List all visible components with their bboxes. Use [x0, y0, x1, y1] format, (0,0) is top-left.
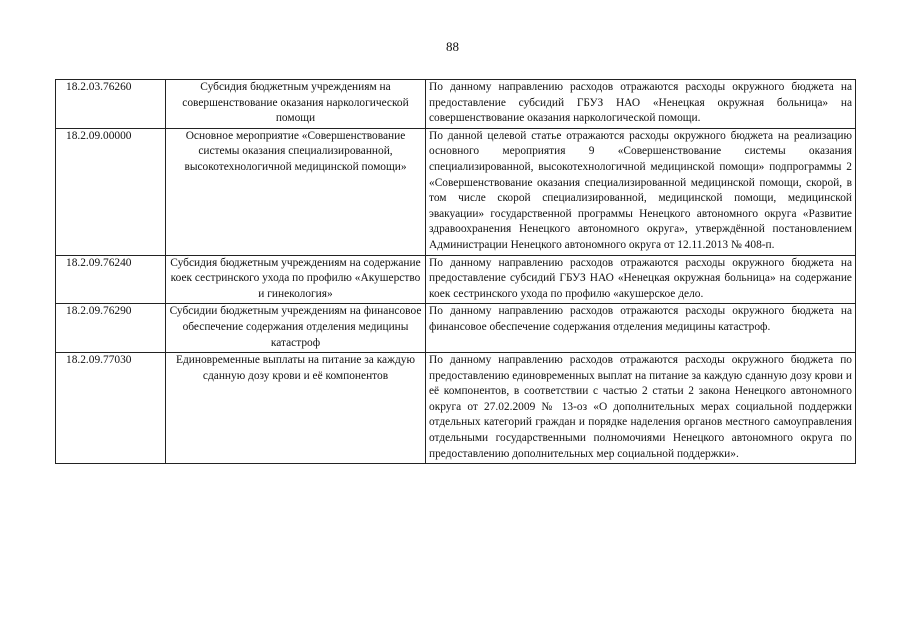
- table-row: [56, 304, 856, 353]
- table-row: [56, 80, 856, 129]
- target-article-name: Единовременные выплаты на питание за каждую сданную дозу крови и её компонентов: [166, 353, 426, 464]
- target-article-code: 18.2.09.76240: [56, 255, 166, 304]
- target-article-name: Основное мероприятие «Совершенствование системы оказания специализированной, высокотехнологичной медицинской помощи»: [166, 128, 426, 255]
- target-article-description: По данному направлению расходов отражаются расходы окружного бюджета на финансовое обеспечение содержания отделения медицины катастроф.: [426, 304, 856, 353]
- page-number: 88: [446, 39, 459, 54]
- target-article-code: 18.2.09.76290: [56, 304, 166, 353]
- target-article-code: 18.2.03.76260: [56, 80, 166, 129]
- table-row: [56, 128, 856, 255]
- target-article-description: По данному направлению расходов отражаются расходы окружного бюджета по предоставлению единовременных выплат на питание за каждую сданную дозу крови и её компонентов, в соответствии с частью 2 статьи 2 закона Ненецкого автономного округа от 27.02.2009 № 13-оз «О дополнительных мерах социальной поддержки отдельных категорий граждан и порядке наделения органов местного самоуправления отдельными государственными полномочиями Ненецкого автономного округа по предоставлению дополнительных мер социальной поддержки».: [426, 353, 856, 464]
- target-article-description: По данному направлению расходов отражаются расходы окружного бюджета на предоставление субсидий ГБУЗ НАО «Ненецкая окружная больница» на совершенствование оказания наркологической помощи.: [426, 80, 856, 129]
- target-article-code: 18.2.09.77030: [56, 353, 166, 464]
- target-article-description: По данному направлению расходов отражаются расходы окружного бюджета на предоставление субсидий ГБУЗ НАО «Ненецкая окружная больница» на содержание коек сестринского ухода по профилю «акушерское дело.: [426, 255, 856, 304]
- target-article-code: 18.2.09.00000: [56, 128, 166, 255]
- target-article-name: Субсидия бюджетным учреждениям на содержание коек сестринского ухода по профилю «Акушерство и гинекология»: [166, 255, 426, 304]
- target-article-description: По данной целевой статье отражаются расходы окружного бюджета на реализацию основного мероприятия 9 «Совершенствование системы оказания специализированной, высокотехнологичной медицинской помощи» подпрограммы 2 «Совершенствование оказания специализированной медицинской помощи, скорой, в том числе скорой специализированной, медицинской помощи, медицинской эвакуации» государственной программы Ненецкого автономного округа «Развитие здравоохранения Ненецкого автономного округа», утверждённой постановлением Администрации Ненецкого автономного округа от 12.11.2013 № 408-п.: [426, 128, 856, 255]
- table-row: [56, 255, 856, 304]
- budget-classification-table: [55, 79, 856, 464]
- target-article-name: Субсидия бюджетным учреждениям на совершенствование оказания наркологической помощи: [166, 80, 426, 129]
- table-row: [56, 353, 856, 464]
- target-article-name: Субсидии бюджетным учреждениям на финансовое обеспечение содержания отделения медицины катастроф: [166, 304, 426, 353]
